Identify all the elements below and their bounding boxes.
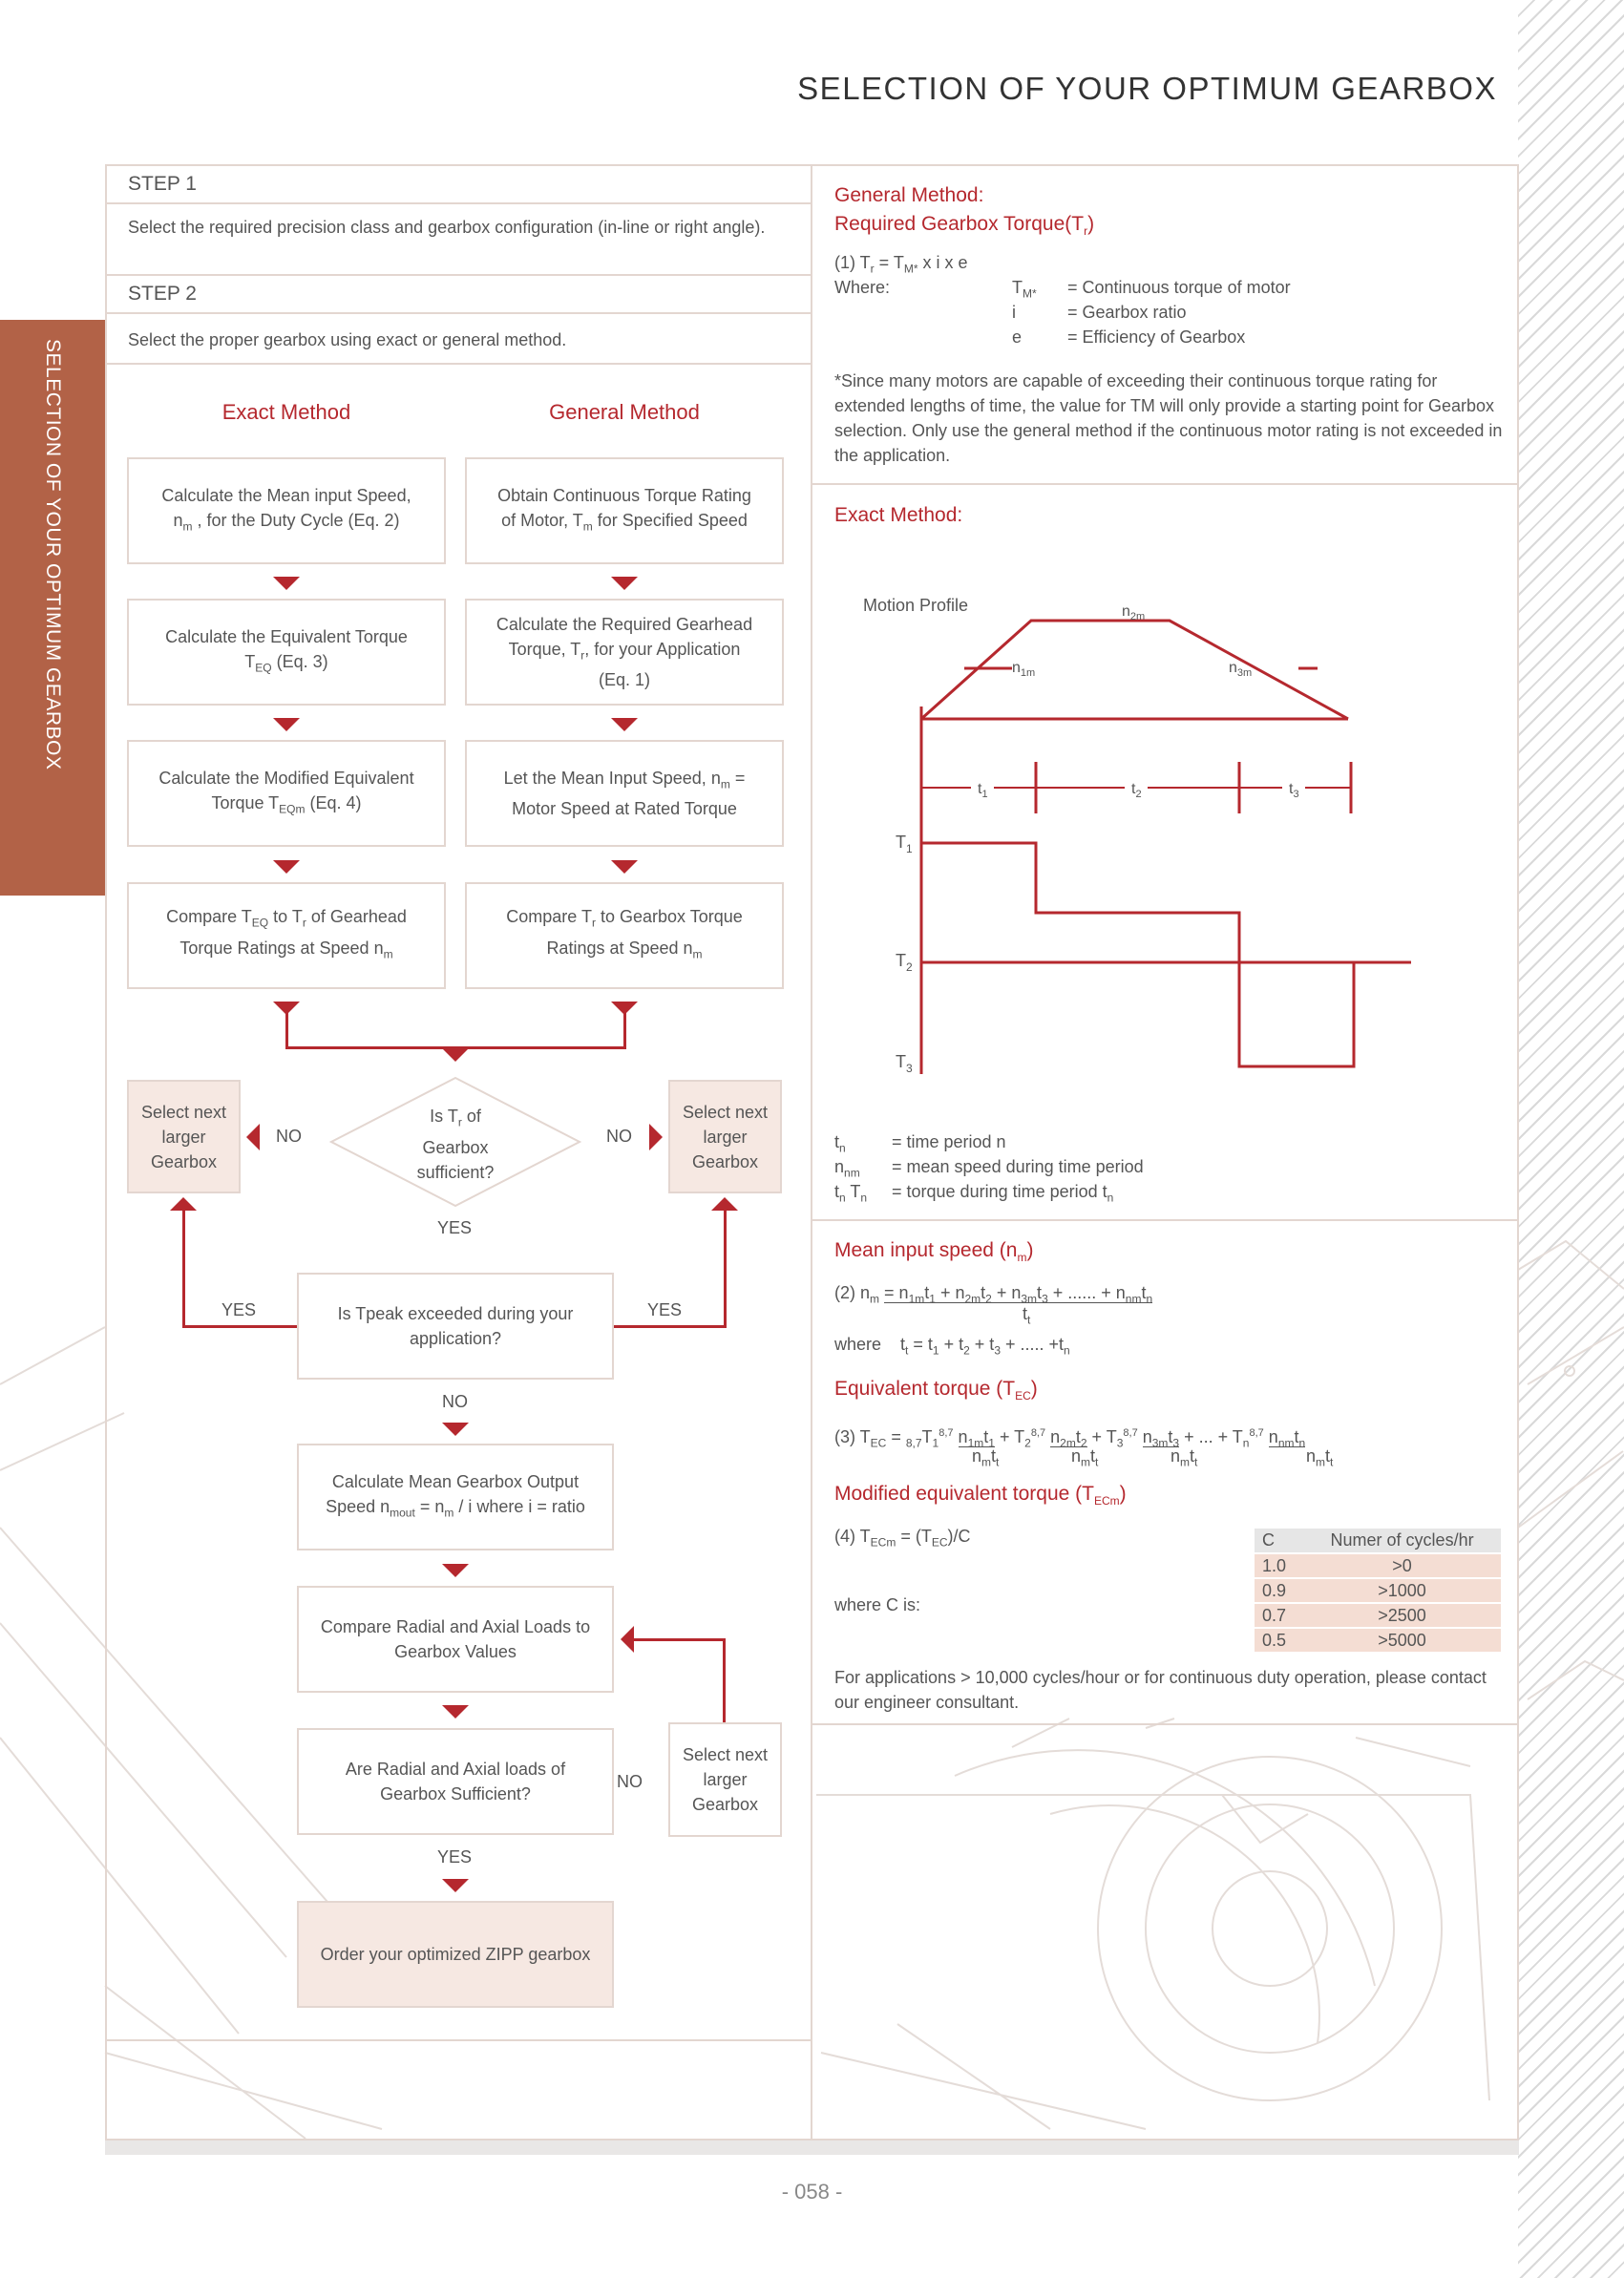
general-step-2-text-d: (Eq. 1) [598,670,650,690]
table-cell-c: 0.9 [1255,1578,1303,1603]
table-header-cycles: Numer of cycles/hr [1303,1529,1501,1553]
exact-step-4-text-c: of Gearhead [310,907,407,927]
equation-1: (1) $T_r = T_{M*}$ x i x e [834,253,968,276]
order-box [297,1901,614,2008]
side-tab [0,320,105,896]
bottom-band [105,2141,1519,2155]
general-method-title: General Method: [834,184,984,206]
select-next-left [127,1080,241,1193]
table-header-c: C [1255,1529,1303,1553]
connector [614,1325,727,1328]
arrow-down [273,718,300,731]
tpeak-text: Is Tpeak exceeded during your application? [337,1304,574,1348]
general-step-1-text: Obtain Continuous Torque Rating [497,485,751,505]
decision-text-a: Is [430,1107,444,1126]
general-step-1: Obtain Continuous Torque Rating of Motor, $T_m$ for Specified Speed [465,457,784,564]
step2-text: Select the proper gearbox using exact or general method. [128,330,567,349]
exact-step-3-text-b: (Eq. 4) [309,792,362,812]
table-cell-cycles: >5000 [1303,1628,1501,1653]
n3m-label: $n_{3m}$ [1229,660,1253,679]
step2-title: STEP 2 [128,283,197,305]
mean-output-text-b: Speed [326,1496,376,1516]
radial-sufficient-box [297,1728,614,1835]
general-step-2: Calculate the Required Gearhead Torque, $T_r$, for your Application (Eq. 1) [465,599,784,706]
select-next-right-text: Select next larger Gearbox [682,1102,769,1171]
def-sym-3: e [1012,327,1023,347]
general-method-note: *Since many motors are capable of exceeding their continuous torque rating for extended lengths of time, the value for TM will only provide a starting point for Gearbox selection. Only use the general method if the continuous motor rating is not exceeded in the application. [834,371,1503,465]
legend-desc-1: = time period n [892,1132,1006,1151]
legend-sym-1: $t_n$ [834,1132,846,1155]
step1-text: Select the required precision class and gearbox configuration (in-line or right angle). [128,218,766,237]
mean-speed-title-text: Mean input speed ( [834,1239,1006,1261]
general-step-3-text: Let the Mean Input Speed, [503,768,707,788]
T3-label: $T_3$ [896,1052,913,1075]
radial-compare-box [297,1586,614,1693]
def-sym-1: $T_{M*}$ [1012,278,1037,301]
legend-desc-2: = mean speed during time period [892,1157,1144,1176]
legend-sym-3: $t_n$ $T_n$ [834,1182,868,1205]
connector [723,1638,726,1722]
arrow-down [442,1705,469,1719]
eq3-denominator-4: $n_mt_t$ [1306,1446,1334,1469]
order-text: Order your optimized ZIPP gearbox [320,1945,591,1964]
step1-title: STEP 1 [128,173,197,195]
where-label: Where: [834,278,891,297]
equation-2-where: where $t_t = t_1 + t_2 + t_3$ + ..... $+t_n$ [834,1335,1070,1358]
mean-output-text: Calculate Mean Gearbox Output [331,1471,580,1491]
divider [105,312,812,314]
general-step-2-text-b: Torque, [508,639,566,659]
exact-method-heading: Exact Method [221,400,351,424]
arrow-down [442,1423,469,1436]
exact-step-1-text-b: for the Duty Cycle (Eq. 2) [206,510,400,530]
yes-label: YES [437,1218,473,1237]
def-sym-2: i [1012,303,1016,322]
required-torque-title: Required Gearbox $Torque(T_r)$ [834,213,1095,239]
connector [285,1012,288,1048]
general-method-heading: General Method [549,400,700,424]
arrow-left [246,1124,260,1150]
connector [623,1012,626,1048]
def-desc-2: = Gearbox ratio [1067,303,1187,322]
arrow-left [621,1626,634,1653]
general-step-1-text-b: of Motor, [501,510,569,530]
t1-label: $t_1$ [978,781,988,800]
modified-torque-title-text: Modified equivalent torque ( [834,1483,1083,1505]
modified-torque-title: Modified equivalent torque $(T_{ECm})$ [834,1483,1127,1508]
select-next-bottom [668,1722,782,1837]
arrow-down [611,860,638,874]
eq3-denominator-3: $n_mt_t$ [1171,1446,1198,1469]
divider [105,2039,812,2041]
n2m-label: $n_{2m}$ [1122,603,1146,622]
T2-label: $T_2$ [896,951,913,974]
modified-torque-note: For applications > 10,000 cycles/hour or for continuous duty operation, please contact our engineer consultant. [834,1668,1487,1712]
radial-sufficient-text: Are Radial and Axial loads of Gearbox Sufficient? [345,1760,566,1803]
decision-text-b: of [466,1107,481,1126]
no-label: NO [276,1127,302,1146]
divider [812,483,1519,485]
exact-method-title: Exact Method: [834,504,963,526]
page-title: SELECTION OF YOUR OPTIMUM GEARBOX [797,71,1497,106]
exact-step-2-text: Calculate the Equivalent Torque [165,626,408,646]
general-step-1-text-c: for Specified Speed [597,510,748,530]
general-step-4: Compare $T_r$ to Gearbox Torque Ratings at Speed $n_m$ [465,882,784,989]
legend-desc-3-text: = torque during time period t [892,1182,1107,1201]
t2-label: $t_2$ [1131,781,1142,800]
general-step-2-text-c: , for your Application [584,639,741,659]
arrow-down [273,577,300,590]
table-cell-cycles: >0 [1303,1553,1501,1578]
yes-label: YES [221,1300,257,1319]
exact-step-3: Calculate the Modified Equivalent Torque $T_{EQm}$ (Eq. 4) [127,740,446,847]
mean-output-text-c: / i where i = ratio [458,1496,585,1516]
no-label: NO [442,1392,468,1411]
general-step-3-text-b: Motor Speed at Rated Torque [512,799,737,819]
no-label: NO [606,1127,632,1146]
side-tab-label: SELECTION OF YOUR OPTIMUM GEARBOX [42,339,64,770]
equation-4: (4) $T_{ECm} = (T_{EC})/C$ [834,1527,971,1550]
select-next-right [668,1080,782,1193]
exact-step-4-text-b: to [273,907,288,927]
arrow-down [442,1564,469,1577]
divider [812,1219,1519,1221]
divider [812,1723,1519,1725]
t3-label: $t_3$ [1289,781,1299,800]
connector [634,1638,726,1641]
arrow-down [273,860,300,874]
mean-output-box: Calculate Mean Gearbox Output Speed $n_{mout} = n_m / i$ where i = ratio [297,1444,614,1550]
table-row [1255,1628,1501,1653]
general-step-4-text-c: Ratings at Speed [546,939,679,958]
arrow-down [442,1048,469,1062]
arrow-up [711,1197,738,1211]
equation-3: (3) $T_{EC} = _{8,7}T_1^{8,7}$ $n_{1m}t_1 + T_2^{8,7}$ $n_{2m}t_2 + T_3^{8,7}$ $n_{3m}t_3$ + ... + $T_n^{8,7}$ $n_{nm}t_n$ [834,1427,1306,1450]
exact-step-3-text: Calculate the Modified Equivalent [158,768,414,788]
divider [105,202,812,204]
exact-step-2: Calculate the Equivalent Torque $T_{EQ}$ (Eq. 3) [127,599,446,706]
arrow-down [442,1879,469,1892]
arrow-down [611,718,638,731]
table-header-row [1255,1529,1501,1553]
decision-text-c: Gearbox [422,1137,489,1157]
equiv-torque-title: Equivalent torque $(T_{EC})$ [834,1378,1038,1403]
yes-label: YES [647,1300,683,1319]
connector [724,1209,727,1328]
tpeak-box [297,1273,614,1380]
table-cell-cycles: >2500 [1303,1603,1501,1628]
table-cell-c: 1.0 [1255,1553,1303,1578]
table-row [1255,1603,1501,1628]
where-c-label: where C is: [834,1595,921,1614]
exact-step-2-text-b: (Eq. 3) [276,651,328,671]
table-cell-c: 0.5 [1255,1628,1303,1653]
legend-sym-2: $n_{nm}$ [834,1157,860,1180]
table-row [1255,1553,1501,1578]
equation-2: (2) $n_m = n_{1m}t_1 + n_{2m}t_2 + n_{3m}t_3$ + ...... + $n_{nm}t_n$ [834,1283,1153,1306]
legend-desc-3: = torque during time period $t_n$ [892,1182,1114,1205]
exact-step-1-text: Calculate the Mean input Speed, [161,485,411,505]
arrow-right [649,1124,663,1150]
motion-profile-diagram [831,573,1423,1079]
exact-step-1: Calculate the Mean input Speed, $n_m$ , for the Duty Cycle (Eq. 2) [127,457,446,564]
eq3-denominator-1: $n_mt_t$ [972,1446,1000,1469]
n1m-label: $n_{1m}$ [1012,660,1036,679]
table-cell-cycles: >1000 [1303,1578,1501,1603]
def-desc-1: = Continuous torque of motor [1067,278,1291,297]
select-next-bottom-text: Select next larger Gearbox [682,1745,769,1814]
divider [105,274,812,276]
exact-step-4: Compare $T_{EQ}$ to $T_r$ of Gearhead Torque Ratings at Speed $n_m$ [127,882,446,989]
exact-step-4-text: Compare [166,907,238,927]
general-step-2-text: Calculate the Required Gearhead [496,614,753,634]
page-number: - 058 - [781,2180,843,2204]
connector [182,1325,297,1328]
general-step-4-text: Compare [506,907,578,927]
exact-step-4-text-d: Torque Ratings at Speed [179,939,369,958]
radial-compare-text: Compare Radial and Axial Loads to Gearbox Values [320,1617,591,1661]
equiv-torque-title-text: Equivalent torque ( [834,1378,1003,1400]
decision-text: Is $T_r$ of Gearbox sufficient? [416,1107,495,1182]
yes-label: YES [437,1847,473,1867]
mean-speed-title: Mean input speed $(n_m)$ [834,1239,1034,1265]
T1-label: $T_1$ [896,833,913,855]
required-torque-title-text: Required Gearbox Torque( [834,213,1072,235]
cycles-table [1255,1529,1501,1654]
divider [105,363,812,365]
motion-profile-label: Motion Profile [863,596,969,615]
no-label: NO [617,1772,643,1791]
general-step-3: Let the Mean Input Speed, $n_m$ = Motor Speed at Rated Torque [465,740,784,847]
general-step-4-text-b: to Gearbox Torque [600,907,743,927]
arrow-up [170,1197,197,1211]
table-cell-c: 0.7 [1255,1603,1303,1628]
equation-1-label: (1) [834,253,855,272]
connector [182,1209,185,1328]
eq3-denominator-2: $n_mt_t$ [1071,1446,1099,1469]
def-desc-3: = Efficiency of Gearbox [1067,327,1246,347]
mean-speed-where-label: where [834,1335,882,1354]
decision-text-d: sufficient? [416,1162,495,1182]
column-divider [811,164,812,2141]
table-row [1255,1578,1501,1603]
arrow-down [611,577,638,590]
equation-2-denominator: $t_t$ [1023,1304,1031,1327]
select-next-left-text: Select next larger Gearbox [140,1102,227,1171]
